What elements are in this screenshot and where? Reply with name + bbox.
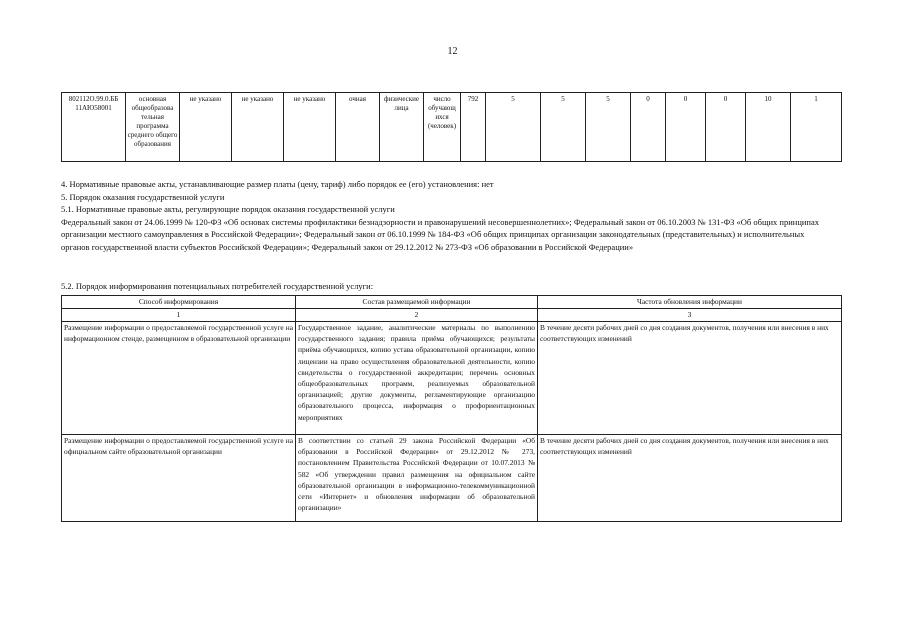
table-cell: 802112О.99.0.ББ 11АЮ58001	[62, 93, 126, 162]
section-5-2: 5.2. Порядок информирования потенциальных потребителей государственной услуги:	[61, 281, 374, 291]
column-number: 2	[296, 309, 538, 322]
info-method: Размещение информации о предоставляемой государственной услуге на официальном сайте образовательной организации	[62, 435, 296, 522]
info-frequency: В течение десяти рабочих дней со дня создания документов, получения или внесения в них соответствующих изменений	[538, 435, 842, 522]
table-cell: не указано	[232, 93, 284, 162]
table-cell: не указано	[180, 93, 232, 162]
column-header: Состав размещаемой информации	[296, 296, 538, 309]
table-row	[62, 435, 842, 522]
info-method: Размещение информации о предоставляемой государственной услуге на информационном стенде, размещенном в образовательной организации	[62, 322, 296, 435]
table-row	[62, 93, 842, 162]
column-number: 1	[62, 309, 296, 322]
table-header-row	[62, 296, 842, 309]
table-cell: 792	[461, 93, 486, 162]
table-cell: 1	[791, 93, 842, 162]
table-cell: 0	[666, 93, 706, 162]
section-5-1-body: Федеральный закон от 24.06.1999 № 120-ФЗ «Об основах системы профилактики безнадзорности и правонарушений несовершеннолетних»; Федеральный закон от 06.10.2003 № 131-ФЗ «Об общих принципах организации местного самоуправления в Российской Федерации»; Федеральный закон от 06.10.1999 № 184-ФЗ «Об общих принципах организации законодательных (представительных) и исполнительных органов государственной власти субъектов Российской Федерации»; Федеральный закон от 29.12.2012 № 273-ФЗ «Об образовании в Российской Федерации»	[61, 216, 819, 252]
table-cell: физические лица	[380, 93, 424, 162]
info-content: Государственное задание, аналитические материалы по выполнению государственного задания; правила приёма обучающихся; результаты приёма обучающихся, копию устава образовательной организации, копию лицензии на право осуществления образовательной деятельности, копию свидетельства о государственной аккредитации; перечень основных общеобразовательных программ, реализуемых образовательной организацией; другие документы, регламентирующие организацию образовательного процесса, информация о профориентационных мероприятиях	[296, 322, 538, 435]
info-frequency: В течение десяти рабочих дней со дня создания документов, получения или внесения в них соответствующих изменений	[538, 322, 842, 435]
section-5-1: 5.1. Нормативные правовые акты, регулирующие порядок оказания государственной услуги	[61, 204, 395, 214]
section-4: 4. Нормативные правовые акты, устанавливающие размер платы (цену, тариф) либо порядок ее (его) установления: нет	[61, 179, 494, 189]
table-cell: 5	[486, 93, 541, 162]
table-cell: 10	[746, 93, 791, 162]
table-cell: 0	[706, 93, 746, 162]
column-header: Частота обновления информации	[538, 296, 842, 309]
table-cell: 5	[541, 93, 586, 162]
table-cell: 0	[631, 93, 666, 162]
info-content: В соответствии со статьей 29 закона Российской Федерации «Об образовании в Российской Федерации» от 29.12.2012 № 273, постановлением Правительства Российской Федерации от 10.07.2013 № 582 «Об утверждении правил размещения на официальном сайте образовательной организации в информационно-телекоммуникационной сети «Интернет» и обновления информации об образовательной организации»	[296, 435, 538, 522]
table-cell: очная	[336, 93, 380, 162]
service-volume-table	[61, 92, 842, 162]
table-cell: основная общеобразова тельная программа среднего общего образования	[126, 93, 180, 162]
column-number-row	[62, 309, 842, 322]
table-cell: 5	[586, 93, 631, 162]
page-number: 12	[447, 46, 458, 57]
info-table	[61, 295, 842, 522]
table-row	[62, 322, 842, 435]
column-header: Способ информирования	[62, 296, 296, 309]
column-number: 3	[538, 309, 842, 322]
sections-text	[61, 178, 821, 293]
table-cell: не указано	[284, 93, 336, 162]
table-cell: число обучающ ихся (человек)	[424, 93, 461, 162]
section-5: 5. Порядок оказания государственной услуги	[61, 191, 225, 202]
